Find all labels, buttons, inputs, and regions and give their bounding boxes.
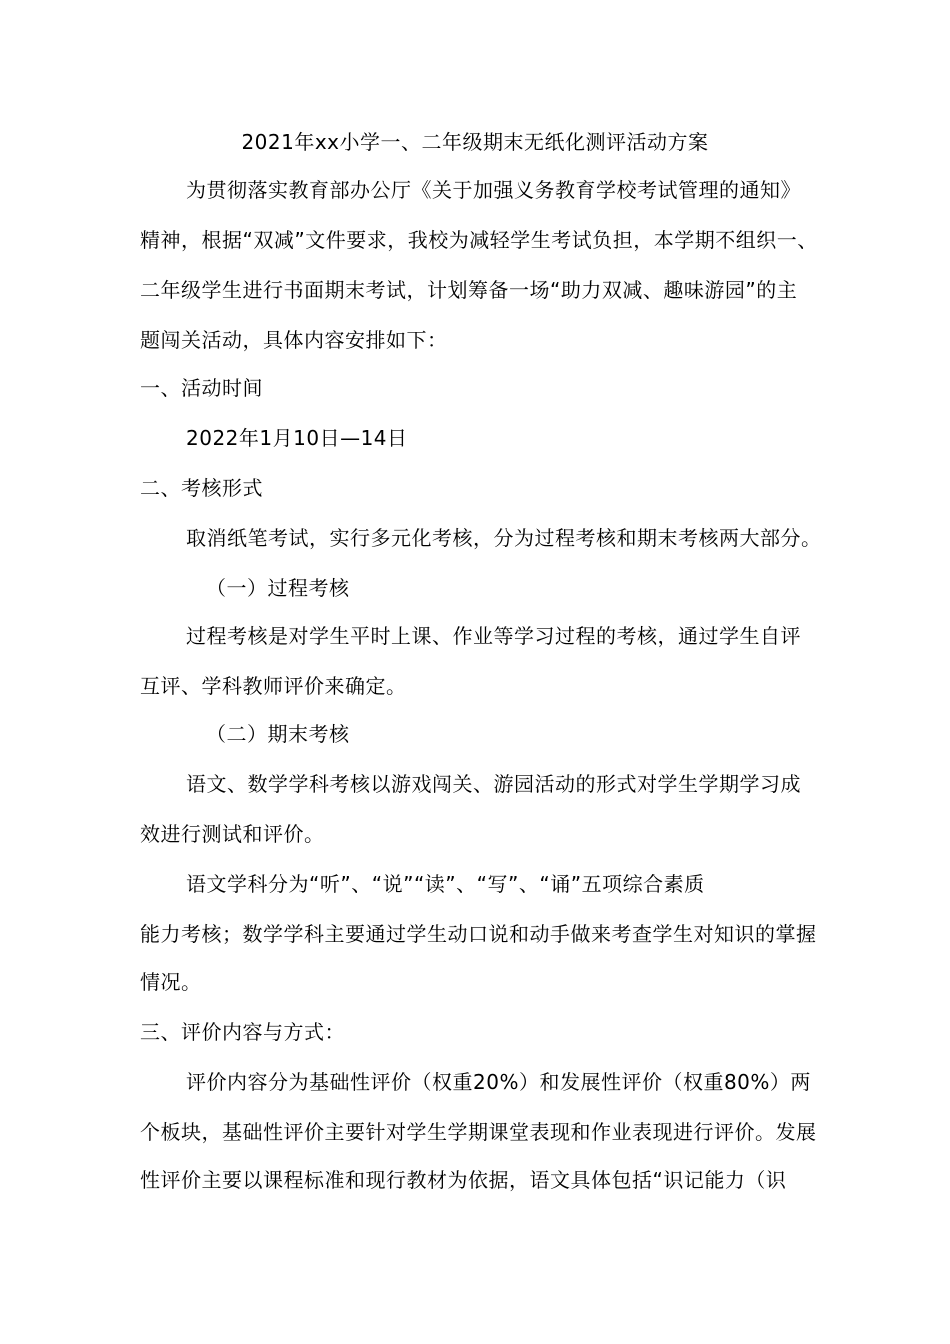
paragraph-line: 情况。: [140, 970, 202, 994]
paragraph-line: 二年级学生进行书面期末考试，计划筹备一场“助力双减、趣味游园”的主: [140, 278, 798, 302]
section-heading: 二、考核形式: [140, 476, 263, 500]
paragraph-line: 效进行测试和评价。: [140, 822, 325, 846]
paragraph-line: 题闯关活动，具体内容安排如下：: [140, 328, 448, 352]
paragraph-line: 精神，根据“双减”文件要求，我校为减轻学生考试负担，本学期不组织一、: [140, 228, 818, 252]
subsection-heading: （一）过程考核: [206, 576, 350, 600]
paragraph-line: 互评、学科教师评价来确定。: [140, 674, 407, 698]
paragraph-line: 能力考核；数学学科主要通过学生动口说和动手做来考查学生对知识的掌握: [140, 922, 817, 946]
paragraph-line: 评价内容分为基础性评价（权重20%）和发展性评价（权重80%）两: [186, 1070, 811, 1094]
paragraph-line: 语文、数学学科考核以游戏闯关、游园活动的形式对学生学期学习成: [186, 772, 801, 796]
paragraph-line: 为贯彻落实教育部办公厅《关于加强义务教育学校考试管理的通知》: [186, 178, 801, 202]
section-heading: 一、活动时间: [140, 376, 263, 400]
paragraph-line: 过程考核是对学生平时上课、作业等学习过程的考核，通过学生自评: [186, 624, 801, 648]
paragraph-line: 2022年1月10日—14日: [186, 426, 408, 450]
subsection-heading: （二）期末考核: [206, 722, 350, 746]
paragraph-line: 语文学科分为“听”、“说”“读”、“写”、“诵”五项综合素质: [186, 872, 705, 896]
section-heading: 三、评价内容与方式：: [140, 1020, 345, 1044]
document-title: 2021年xx小学一、二年级期末无纸化测评活动方案: [241, 130, 709, 154]
paragraph-line: 性评价主要以课程标准和现行教材为依据，语文具体包括“识记能力（识: [140, 1168, 787, 1192]
paragraph-line: 个板块，基础性评价主要针对学生学期课堂表现和作业表现进行评价。发展: [140, 1120, 817, 1144]
paragraph-line: 取消纸笔考试，实行多元化考核，分为过程考核和期末考核两大部分。: [186, 526, 822, 550]
